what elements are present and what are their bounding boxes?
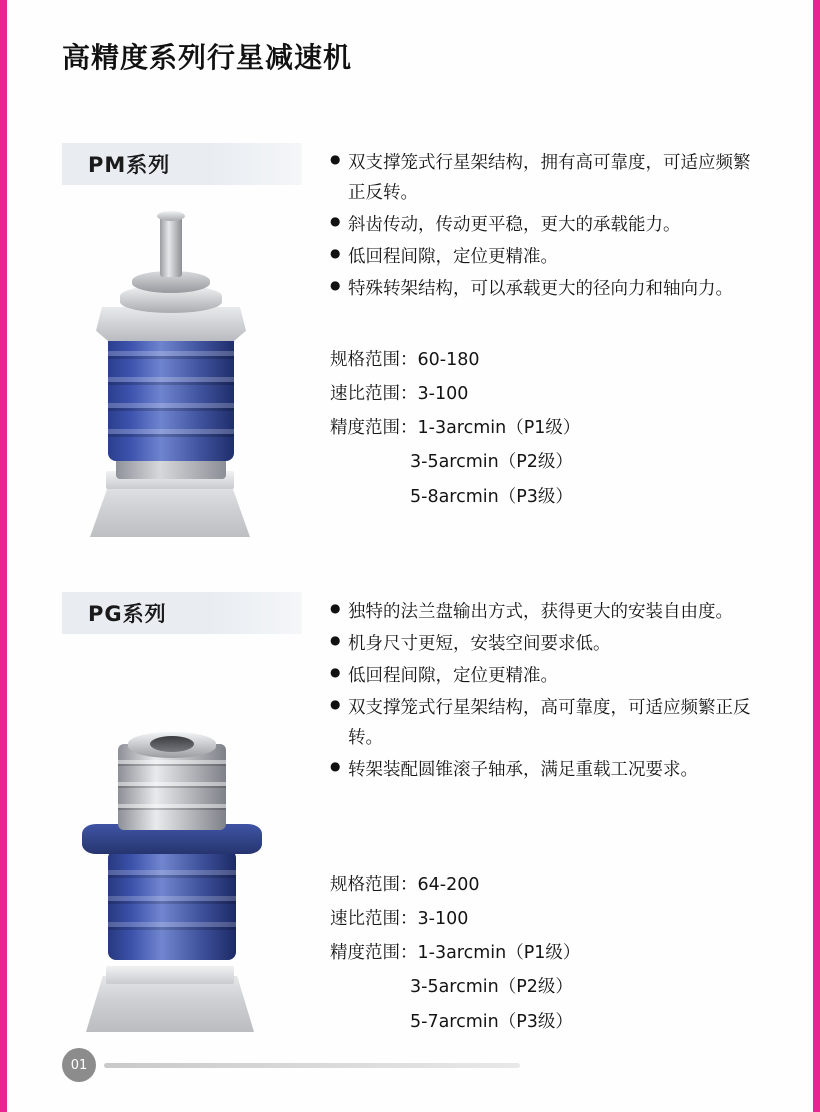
list-item: ● 双支撑笼式行星架结构，拥有高可靠度，可适应频繁正反转。 bbox=[330, 148, 760, 208]
pg-spec-list bbox=[330, 868, 760, 1039]
list-item: ● 转架装配圆锥滚子轴承，满足重载工况要求。 bbox=[330, 755, 760, 785]
spec-row: 速比范围：3-100 bbox=[330, 909, 469, 930]
spec-row: 规格范围：60-180 bbox=[330, 350, 480, 370]
pg-feature-list bbox=[330, 597, 760, 788]
list-item: ● 低回程间隙，定位更精准。 bbox=[330, 661, 760, 691]
mount-base bbox=[90, 483, 250, 537]
spec-row: 5-8arcmin（P3级） bbox=[410, 486, 573, 507]
series-badge-pm bbox=[62, 143, 302, 185]
list-item: ● 机身尺寸更短，安装空间要求低。 bbox=[330, 629, 760, 659]
series-badge-pg bbox=[62, 592, 302, 634]
series-label-pm: PM系列 bbox=[88, 153, 171, 177]
pm-series-gearbox-photo bbox=[60, 207, 310, 537]
page-number-badge: 01 bbox=[62, 1048, 96, 1082]
series-label-pg: PG系列 bbox=[88, 602, 167, 626]
mount-base-upper bbox=[106, 966, 234, 984]
spec-row: 规格范围：64-200 bbox=[330, 875, 480, 895]
left-accent-stripe bbox=[0, 0, 7, 1112]
list-item: ● 独特的法兰盘输出方式，获得更大的安装自由度。 bbox=[330, 597, 760, 627]
spec-row: 精度范围：1-3arcmin（P1级） bbox=[330, 943, 581, 964]
spec-row: 速比范围：3-100 bbox=[330, 384, 469, 405]
pg-series-gearbox-photo bbox=[60, 702, 310, 1032]
spec-row: 精度范围：1-3arcmin（P1级） bbox=[330, 418, 581, 439]
spec-row: 3-5arcmin（P2级） bbox=[410, 977, 573, 998]
spec-row: 3-5arcmin（P2级） bbox=[410, 452, 573, 473]
blue-gearbox-housing bbox=[108, 333, 234, 461]
center-bore bbox=[150, 736, 194, 752]
spec-row: 5-7arcmin（P3级） bbox=[410, 1011, 573, 1032]
blue-gearbox-housing bbox=[108, 850, 236, 960]
mount-base bbox=[86, 976, 254, 1032]
right-accent-stripe bbox=[813, 0, 820, 1112]
output-shaft-cap bbox=[157, 211, 185, 221]
page-footer bbox=[0, 1048, 820, 1088]
output-shaft bbox=[160, 215, 182, 277]
list-item: ● 低回程间隙，定位更精准。 bbox=[330, 242, 760, 272]
list-item: ● 双支撑笼式行星架结构，高可靠度，可适应频繁正反转。 bbox=[330, 693, 760, 753]
footer-divider bbox=[104, 1063, 520, 1068]
list-item: ● 特殊转架结构，可以承载更大的径向力和轴向力。 bbox=[330, 274, 760, 304]
pm-spec-list bbox=[330, 343, 760, 514]
list-item: ● 斜齿传动，传动更平稳，更大的承载能力。 bbox=[330, 210, 760, 240]
page-title: 高精度系列行星减速机 bbox=[62, 41, 353, 74]
pm-feature-list bbox=[330, 148, 760, 306]
